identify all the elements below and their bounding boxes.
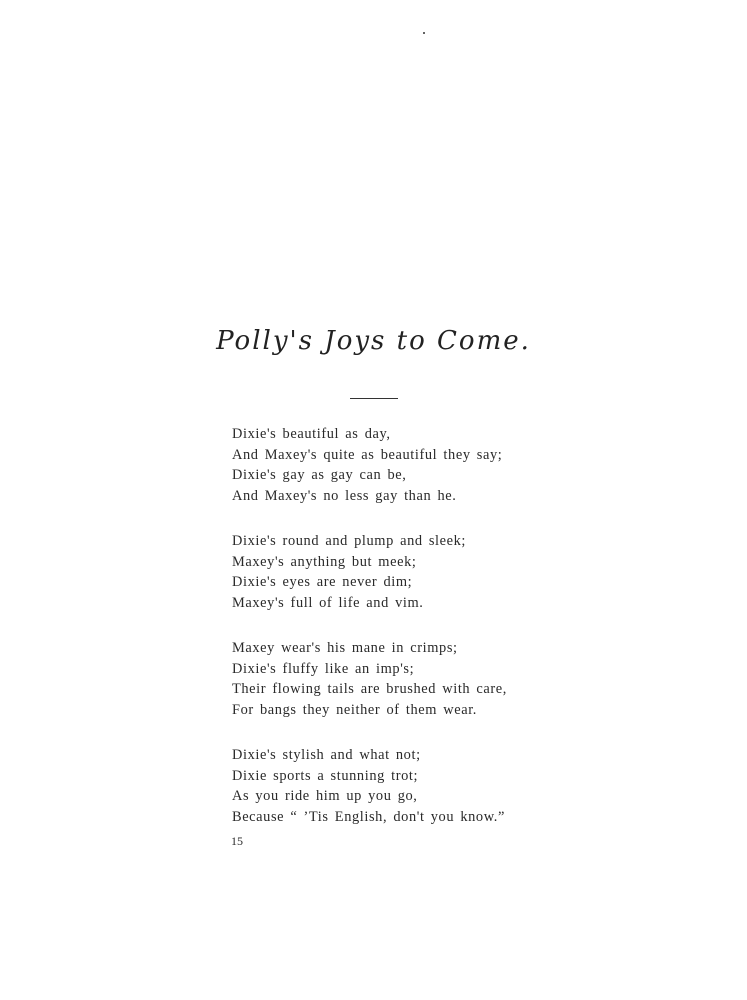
ink-speck	[423, 32, 425, 34]
poem-line: Dixie's stylish and what not;	[232, 747, 421, 763]
poem-line: Maxey wear's his mane in crimps;	[232, 640, 458, 656]
stanza-2	[232, 531, 552, 613]
stanza-1	[232, 424, 552, 506]
poem-line: Dixie's gay as gay can be,	[232, 467, 407, 483]
poem-line: Dixie sports a stunning trot;	[232, 767, 419, 784]
poem-line: Their flowing tails are brushed with care,	[232, 681, 507, 697]
poem-line: And Maxey's no less gay than he.	[232, 487, 457, 504]
poem-line: Maxey's full of life and vim.	[232, 594, 424, 611]
poem-line: Dixie's beautiful as day,	[232, 426, 391, 442]
poem-line: Dixie's fluffy like an imp's;	[232, 660, 415, 677]
poem-line: As you ride him up you go,	[232, 788, 418, 804]
title-divider-rule	[350, 398, 398, 399]
stanza-4	[232, 745, 552, 827]
page-number: 15	[231, 834, 243, 848]
poem-body	[232, 424, 552, 852]
poem-title: Polly's Joys to Come.	[216, 326, 531, 356]
poem-line: Maxey's anything but meek;	[232, 553, 417, 570]
stanza-3	[232, 638, 552, 720]
poem-line: Dixie's round and plump and sleek;	[232, 533, 467, 549]
poem-line: Dixie's eyes are never dim;	[232, 574, 413, 590]
poem-line: Because “ ’Tis English, don't you know.”	[232, 808, 505, 825]
poem-line: And Maxey's quite as beautiful they say;	[232, 446, 503, 463]
poem-line: For bangs they neither of them wear.	[232, 701, 478, 718]
